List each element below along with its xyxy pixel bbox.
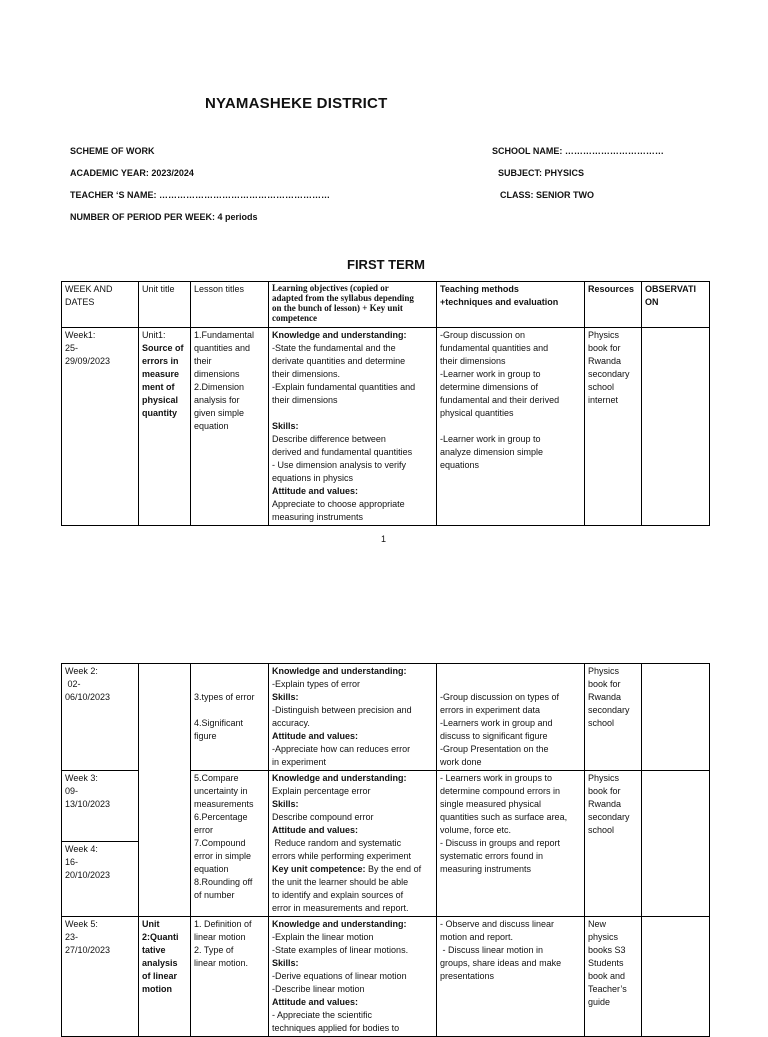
text-line: book and [588, 971, 626, 981]
text-line: equation [194, 421, 229, 431]
text-line: linear motion. [194, 958, 249, 968]
text-line: 8.Rounding off [194, 877, 253, 887]
text-line: systematic errors found in [440, 851, 544, 861]
text-line: 29/09/2023 [65, 356, 111, 366]
text-line: guide [588, 997, 611, 1007]
text-line [194, 665, 265, 678]
row2-objectives [269, 664, 437, 771]
text-line: books S3 [588, 945, 626, 955]
text-line: 25- [65, 343, 79, 353]
text-line: -Group Presentation on the [440, 744, 549, 754]
text-line: figure [194, 731, 217, 741]
text-line [194, 704, 265, 717]
district-title: NYAMASHEKE DISTRICT [205, 95, 388, 112]
text-line: discuss to significant figure [440, 731, 548, 741]
text-line: - Learners work in groups to [440, 773, 553, 783]
objective-line: Attitude and values: [272, 997, 359, 1007]
row2-3-unit [139, 664, 191, 917]
text-line: analysis [142, 958, 178, 968]
row3-week [62, 771, 139, 842]
objective-line [272, 407, 433, 420]
text-line [440, 420, 581, 433]
header-lesson: Lesson titles [191, 282, 269, 328]
objective-line: -Distinguish between precision and [272, 705, 412, 715]
text-line: measure [142, 369, 180, 379]
objective-line: techniques applied for bodies to [272, 1023, 400, 1033]
row5-objectives [269, 917, 437, 1037]
row5-lessons [191, 917, 269, 1037]
text-line: their dimensions [440, 356, 506, 366]
objective-line: Key unit competence: By the end of [272, 864, 422, 874]
text-line: errors in experiment data [440, 705, 541, 715]
row3-methods [437, 771, 585, 917]
row2-week [62, 664, 139, 771]
text-line: dimensions [194, 369, 240, 379]
text-line: volume, force etc. [440, 825, 512, 835]
objective-line: -Explain fundamental quantities and [272, 382, 416, 392]
text-line: measuring instruments [440, 864, 532, 874]
text-line: secondary [588, 812, 630, 822]
text-line: quantities and [194, 343, 251, 353]
periods-per-week: NUMBER OF PERIOD PER WEEK: 4 periods [70, 212, 258, 222]
row1-resources [585, 328, 642, 526]
text-line: 2:Quanti [142, 932, 179, 942]
objective-line: Explain percentage error [272, 786, 371, 796]
scheme-table-page2 [61, 663, 710, 1037]
objective-line: Knowledge and understanding: [272, 666, 407, 676]
school-name-field: SCHOOL NAME: …………………………… [492, 146, 664, 156]
objective-line: derivate quantities and determine [272, 356, 406, 366]
text-line: measurements [194, 799, 254, 809]
text-line: secondary [588, 369, 630, 379]
text-line: error [194, 825, 214, 835]
text-line: physical quantities [440, 408, 514, 418]
text-line: 16- [65, 856, 79, 867]
objective-line: Knowledge and understanding: [272, 773, 407, 783]
row3-observation [642, 771, 710, 917]
text-line: presentations [440, 971, 495, 981]
header-unit: Unit title [139, 282, 191, 328]
objective-line: - Use dimension analysis to verify [272, 460, 407, 470]
text-line: 20/10/2023 [65, 869, 111, 880]
header-week: WEEK AND DATES [62, 282, 139, 328]
objective-line: -Derive equations of linear motion [272, 971, 407, 981]
text-line: linear motion [194, 932, 246, 942]
page-number: 1 [381, 534, 387, 544]
row1-objectives [269, 328, 437, 526]
row2-observation [642, 664, 710, 771]
term-heading: FIRST TERM [347, 257, 425, 272]
text-line: - Observe and discuss linear [440, 919, 555, 929]
text-line: given simple [194, 408, 245, 418]
text-line: 09- [65, 786, 79, 796]
objective-line: to identify and explain sources of [272, 890, 404, 900]
academic-year: ACADEMIC YEAR: 2023/2024 [70, 168, 194, 178]
objective-line: Describe difference between [272, 434, 386, 444]
objective-line: Reduce random and systematic [272, 838, 402, 848]
text-line: 06/10/2023 [65, 692, 111, 702]
text-line: their [194, 356, 212, 366]
text-line: secondary [588, 705, 630, 715]
text-line: 6.Percentage [194, 812, 248, 822]
text-line: equations [440, 460, 480, 470]
text-line: book for [588, 679, 621, 689]
text-line: quantities such as surface area, [440, 812, 568, 822]
objective-line: equations in physics [272, 473, 354, 483]
objective-line: - Appreciate the scientific [272, 1010, 373, 1020]
row1-week [62, 328, 139, 526]
objective-line: Attitude and values: [272, 486, 359, 496]
scheme-label: SCHEME OF WORK [70, 146, 155, 156]
text-line: Students [588, 958, 624, 968]
text-line: internet [588, 395, 619, 405]
objective-line: -Appreciate how can reduces error [272, 744, 411, 754]
objective-line: Skills: [272, 958, 299, 968]
row3-objectives [269, 771, 437, 917]
objective-line: their dimensions. [272, 369, 341, 379]
text-line: Physics [588, 773, 620, 783]
row5-observation [642, 917, 710, 1037]
text-line: 1. Definition of [194, 919, 252, 929]
text-line: New [588, 919, 607, 929]
text-line: Week 4: [65, 843, 98, 854]
text-line: 13/10/2023 [65, 799, 111, 809]
text-line: school [588, 718, 615, 728]
header-methods: Teaching methods +techniques and evaluation [437, 282, 585, 328]
text-line: -Learner work in group to [440, 369, 541, 379]
text-line: Unit [142, 919, 160, 929]
text-line: groups, share ideas and make [440, 958, 562, 968]
row3-resources [585, 771, 642, 917]
objective-line: Knowledge and understanding: [272, 919, 407, 929]
text-line: single measured physical [440, 799, 542, 809]
text-line: Week1: [65, 330, 96, 340]
objective-line: in experiment [272, 757, 327, 767]
text-line: Rwanda [588, 799, 622, 809]
class: CLASS: SENIOR TWO [500, 190, 594, 200]
text-line: 2. Type of [194, 945, 234, 955]
text-line: 02- [65, 679, 81, 689]
text-line: -Group discussion on types of [440, 692, 560, 702]
text-line: determine dimensions of [440, 382, 539, 392]
text-line: quantity [142, 408, 177, 418]
text-line: physics [588, 932, 619, 942]
text-line: 7.Compound [194, 838, 246, 848]
text-line: Week 2: [65, 666, 98, 676]
objective-line: Skills: [272, 421, 299, 431]
text-line: physical [142, 395, 179, 405]
text-line: fundamental and their derived [440, 395, 560, 405]
text-line: Week 5: [65, 919, 98, 929]
text-line: - Discuss linear motion in [440, 945, 544, 955]
text-line: - Discuss in groups and report [440, 838, 561, 848]
row4-week [62, 841, 139, 916]
text-line: -Learner work in group to [440, 434, 541, 444]
objective-line: derived and fundamental quantities [272, 447, 413, 457]
text-line: fundamental quantities and [440, 343, 549, 353]
header-objectives: Learning objectives (copied or adapted from the syllabus depending on the bunch of lesson) + Key unit competence [269, 282, 437, 328]
objective-line: -Describe linear motion [272, 984, 365, 994]
text-line: ment of [142, 382, 175, 392]
text-line: motion and report. [440, 932, 514, 942]
text-line: Physics [588, 330, 620, 340]
text-line: 3.types of error [194, 692, 255, 702]
text-line: 1.Fundamental [194, 330, 255, 340]
objective-line: -State examples of linear motions. [272, 945, 409, 955]
row5-unit [139, 917, 191, 1037]
text-line: Rwanda [588, 692, 622, 702]
row5-resources [585, 917, 642, 1037]
text-line: errors in [142, 356, 179, 366]
text-line: Physics [588, 666, 620, 676]
teacher-name-field: TEACHER ‘S NAME: ………………………………………………… [70, 190, 331, 200]
text-line: Rwanda [588, 356, 622, 366]
objective-line: Attitude and values: [272, 825, 359, 835]
text-line: 23- [65, 932, 79, 942]
row1-observation [642, 328, 710, 526]
text-line: book for [588, 343, 621, 353]
row1-methods [437, 328, 585, 526]
text-line: error in simple [194, 851, 252, 861]
text-line: school [588, 825, 615, 835]
text-line: -Learners work in group and [440, 718, 553, 728]
row2-methods [437, 664, 585, 771]
objective-line: Appreciate to choose appropriate [272, 499, 405, 509]
objective-line: Skills: [272, 692, 299, 702]
row3-lessons [191, 771, 269, 917]
text-line: motion [142, 984, 172, 994]
objective-line: measuring instruments [272, 512, 364, 522]
objective-line: accuracy. [272, 718, 310, 728]
text-line: tative [142, 945, 166, 955]
text-line: uncertainty in [194, 786, 248, 796]
text-line: 5.Compare [194, 773, 239, 783]
row1-unit: Unit1: Source of errors in measure ment of physical quantity [139, 328, 191, 526]
text-line: school [588, 382, 615, 392]
row1-lessons [191, 328, 269, 526]
text-line: analyze dimension simple [440, 447, 544, 457]
header-resources: Resources [585, 282, 642, 328]
objective-line: error in measurements and report. [272, 903, 409, 913]
text-line: equation [194, 864, 229, 874]
text-line: determine compound errors in [440, 786, 561, 796]
text-line: 2.Dimension [194, 382, 245, 392]
row5-week [62, 917, 139, 1037]
row2-lessons [191, 664, 269, 771]
text-line: 27/10/2023 [65, 945, 111, 955]
objective-line: Attitude and values: [272, 731, 359, 741]
subject: SUBJECT: PHYSICS [498, 168, 585, 178]
header-observation: OBSERVATI ON [642, 282, 710, 328]
objective-line: their dimensions [272, 395, 338, 405]
scheme-table-page1 [61, 281, 710, 526]
text-line: analysis for [194, 395, 240, 405]
objective-line: -State the fundamental and the [272, 343, 396, 353]
text-line: book for [588, 786, 621, 796]
text-line: Week 3: [65, 773, 98, 783]
objective-line: -Explain types of error [272, 679, 361, 689]
objective-line: the unit the learner should be able [272, 877, 409, 887]
text-line: -Group discussion on [440, 330, 526, 340]
objective-line: Describe compound error [272, 812, 374, 822]
objective-line: -Explain the linear motion [272, 932, 374, 942]
text-line: Source of [142, 343, 184, 353]
text-line: of linear [142, 971, 178, 981]
row2-resources [585, 664, 642, 771]
objective-line: Knowledge and understanding: [272, 330, 407, 340]
row5-methods [437, 917, 585, 1037]
text-line [440, 678, 581, 691]
text-line: 4.Significant [194, 718, 244, 728]
text-line: of number [194, 890, 235, 900]
text-line [194, 678, 265, 691]
text-line [440, 665, 581, 678]
text-line: work done [440, 757, 482, 767]
objective-line: errors while performing experiment [272, 851, 412, 861]
objective-line: Skills: [272, 799, 299, 809]
text-line: Teacher’s [588, 984, 627, 994]
